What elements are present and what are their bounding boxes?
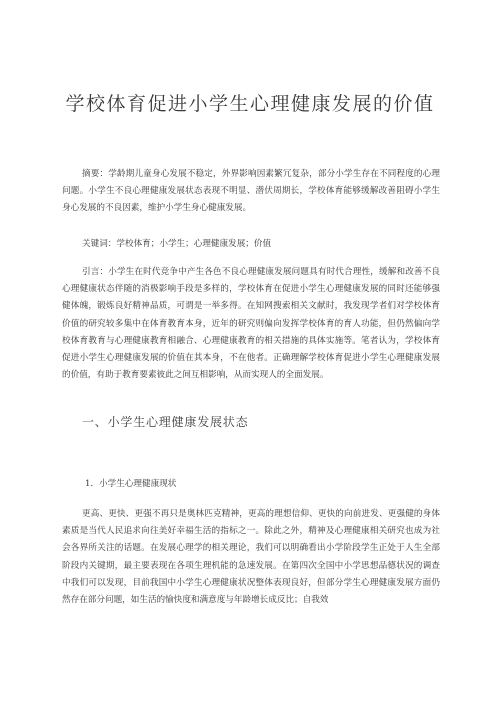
body-paragraph: 更高、更快、更强不再只是奥林匹克精神，更高的理想信仰、更快的向前进发、更强健的身体素质是当代人民追求向往美好幸福生活的指标之一。除此之外，精神及心理健康相关研究也成为社会各界所关注的话题。在发展心理学的相关理论，我们可以明确看出小学阶段学生正处于人生全部阶段内关键期，最主要表现在各项生理机能的急速发展。在第四次全国中小学思想品德状况的调查中我们可以发现，目前我国中小学生心理健康状况整体表现良好，但部分学生心理健康发展方面仍然存在部分问题，如生活的愉快度和满意度与年龄增长成反比；自我效: [62, 509, 440, 606]
abstract-paragraph: 摘要：学龄期儿童身心发展不稳定，外界影响因素繁冗复杂，部分小学生存在不同程度的心理问题。小学生不良心理健康发展状态表现不明显、潜伏周期长，学校体育能够缓解改善阻碍小学生身心发展的不良因素，维护小学生身心健康发展。: [62, 169, 440, 214]
introduction-paragraph: 引言：小学生在时代竞争中产生各色不良心理健康发展问题具有时代合理性，缓解和改善不良心理健康状态伴随的消极影响手段是多样的，学校体育在促进小学生心理健康发展的同时还能够强健体魄，锻炼良好精神品质，可谓是一举多得。在知网搜索相关文献时，我发现学者们对学校体育价值的研究较多集中在体育教育本身，近年的研究则偏向发挥学校体育的育人功能，但仍然偏向学校体育教育与心理健康教育相融合、心理健康教育的相关措施的具体实施等。笔者认为，学校体育促进小学生心理健康发展的价值在其本身，不在他者。正确理解学校体育促进小学生心理健康发展的价值，有助于教育要素彼此之间互相影响，从而实现人的全面发展。: [62, 267, 440, 381]
subsection-heading: 1．小学生心理健康现状: [85, 479, 177, 489]
paper-title: 学校体育促进小学生心理健康发展的价值: [65, 93, 435, 115]
keywords-line: 关键词：学校体育；小学生；心理健康发展；价值: [82, 239, 272, 249]
section-heading: 一、小学生心理健康发展状态: [82, 415, 249, 429]
